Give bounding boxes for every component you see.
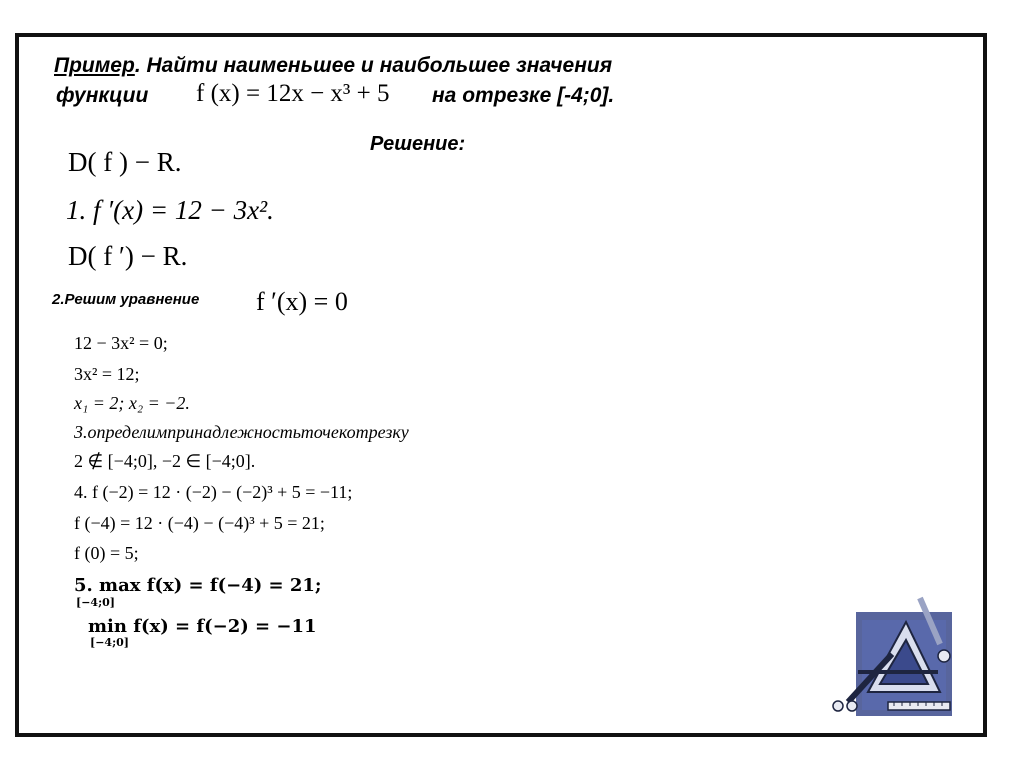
domain-f: D( f ) − R. [68,147,182,177]
task-text: . Найти наименьшее и наибольшее значения [134,54,613,77]
min-line: min f(x) = f(−2) = −11 [88,616,317,637]
task-title-line1 [54,54,612,78]
step2-text: 2.Решим уравнение [52,291,200,308]
solution-line: 3x² = 12; [74,364,140,384]
domain-fprime: D( f ′) − R. [68,241,188,271]
solution-line: x₁ = 2; x₂ = −2. [74,393,190,413]
solution-line: f (−4) = 12 · (−4) − (−4)³ + 5 = 21; [74,513,325,533]
solution-line: 2 ∉ [−4;0], −2 ∈ [−4;0]. [74,451,256,471]
solution-line: 4. f (−2) = 12 · (−2) − (−2)³ + 5 = −11; [74,482,353,502]
max-interval: [−4;0] [76,596,115,609]
step2-equation: f ′(x) = 0 [256,287,348,316]
geometry-tools-emblem-icon [828,592,960,724]
solution-line: f (0) = 5; [74,543,139,563]
step2-label [52,291,199,308]
interval-text: на отрезке [-4;0]. [432,84,615,107]
solution-label: Решение: [370,133,466,155]
example-label: Пример [54,54,135,77]
function-formula: f (x) = 12x − x³ + 5 [196,80,390,107]
solution-line: 12 − 3x² = 0; [74,333,168,353]
min-interval: [−4;0] [90,636,129,649]
function-word: функции [56,84,149,107]
solution-line: 3.определимпринадлежностьточекотрезку [74,422,409,442]
max-line: 5. max f(x) = f(−4) = 21; [74,575,322,596]
derivative-line: 1. f ′(x) = 12 − 3x². [66,195,274,225]
